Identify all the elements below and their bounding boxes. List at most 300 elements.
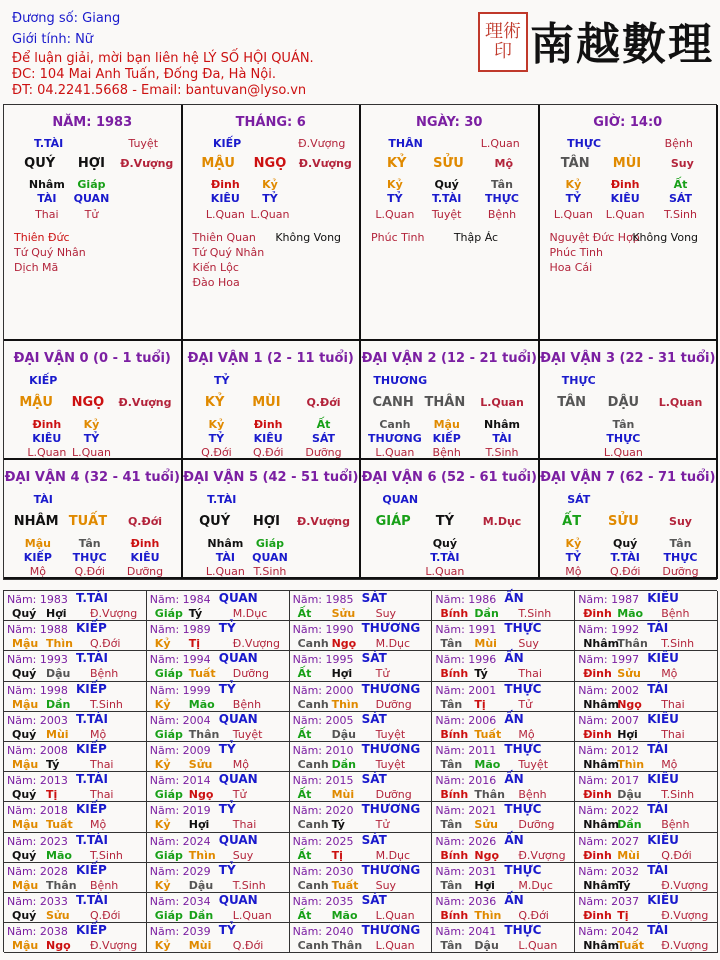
earthly-branch: TUẤT — [68, 514, 108, 529]
earthly-branch: MÙI — [612, 156, 642, 171]
year-branch: Tý — [617, 878, 631, 892]
year-ten-god: KIẾP — [76, 681, 107, 696]
dai-van-title: ĐẠI VẬN 2 (12 - 21 tuổi) — [361, 351, 537, 366]
year-life-stage: Thai — [518, 667, 542, 681]
year-life-stage: Mộ — [661, 667, 678, 681]
auspicious-star: Thiên Quan — [192, 231, 256, 244]
heavenly-stem: GIÁP — [375, 514, 411, 529]
year-branch: Tuất — [331, 878, 359, 892]
year-stem: Tân — [440, 758, 463, 771]
year-branch: Tý — [46, 758, 60, 771]
hidden-stem: Mậu — [433, 418, 460, 431]
year-label: Năm: 2005 — [292, 713, 354, 727]
year-label: Năm: 2035 — [292, 895, 354, 908]
year-label: Năm: 2028 — [7, 864, 68, 878]
year-stem: Canh — [297, 758, 329, 771]
year-label: Năm: 2038 — [7, 925, 68, 939]
heavenly-stem: CANH — [372, 395, 414, 410]
dai-van-title: ĐẠI VẬN 0 (0 - 1 tuổi) — [13, 351, 171, 366]
hidden-life-stage: L.Quan — [205, 565, 245, 578]
year-label: Năm: 2011 — [435, 744, 497, 757]
auspicious-star: Nguyệt Đức Hợp — [549, 231, 640, 244]
ten-god: QUAN — [382, 493, 419, 506]
year-branch: Mùi — [331, 788, 355, 802]
year-stem: Canh — [297, 697, 329, 711]
life-stage: L.Quan — [658, 396, 703, 409]
year-ten-god: KIẾP — [76, 923, 107, 938]
year-life-stage: L.Quan — [375, 909, 415, 922]
earthly-branch: NGỌ — [253, 156, 287, 171]
year-cell — [575, 923, 718, 953]
year-life-stage: Đ.Vượng — [661, 909, 709, 922]
year-branch: Mùi — [617, 848, 640, 862]
hidden-life-stage: Tử — [84, 208, 99, 221]
hidden-stem: Nhâm — [484, 418, 520, 431]
year-stem: Kỷ — [154, 697, 171, 711]
year-life-stage: L.Quan — [232, 909, 272, 922]
year-ten-god: TỶ — [218, 862, 236, 877]
year-stem: Kỷ — [154, 818, 171, 832]
year-cell — [147, 802, 290, 832]
hidden-ten-god: TỶ — [565, 192, 582, 205]
year-cell — [432, 772, 575, 802]
year-cell — [4, 621, 147, 651]
year-ten-god: KIẾP — [76, 802, 107, 817]
year-stem: Bính — [440, 788, 469, 802]
year-ten-god: TỶ — [218, 681, 236, 696]
year-label: Năm: 1986 — [435, 593, 497, 606]
duong-so: Đương số: Giang — [12, 11, 121, 26]
year-branch: Dậu — [188, 878, 214, 892]
year-ten-god: KIẾP — [76, 862, 107, 877]
ten-god: THỰC — [567, 137, 602, 150]
year-cell — [147, 833, 290, 863]
year-stem: Nhâm — [583, 878, 620, 892]
year-stem: Giáp — [154, 607, 183, 620]
hidden-ten-god: TỶ — [208, 432, 225, 445]
year-cell — [147, 712, 290, 742]
year-cell — [575, 833, 718, 863]
year-label: Năm: 1983 — [7, 593, 68, 606]
year-ten-god: KIÊU — [647, 591, 679, 605]
year-stem: Đinh — [583, 667, 612, 681]
year-stem: Quý — [12, 848, 37, 862]
year-branch: Dần — [474, 607, 499, 620]
earthly-branch: THÂN — [424, 395, 466, 410]
year-cell — [575, 772, 718, 802]
life-stage: M.Dục — [482, 515, 522, 528]
year-ten-god: TỶ — [218, 802, 236, 817]
year-label: Năm: 1990 — [292, 623, 354, 637]
year-cell — [290, 863, 433, 893]
year-cell — [147, 893, 290, 923]
year-stem: Giáp — [154, 848, 183, 862]
earthly-branch: HỢI — [252, 514, 280, 529]
hidden-stem: Kỷ — [208, 418, 225, 431]
hidden-life-stage: L.Quan — [425, 565, 465, 578]
year-ten-god: TỶ — [218, 742, 236, 756]
year-life-stage: M.Dục — [518, 878, 553, 892]
year-branch: Thìn — [188, 848, 216, 862]
year-cell — [4, 591, 147, 621]
hidden-ten-god: KIẾP — [23, 551, 53, 564]
year-life-stage: Thai — [90, 788, 114, 802]
life-stage: Đ.Vượng — [296, 515, 351, 528]
year-ten-god: T.TÀI — [76, 711, 108, 726]
logo — [478, 8, 718, 78]
year-life-stage: Q.Đới — [90, 909, 121, 922]
year-cell — [147, 682, 290, 712]
year-stem: Giáp — [154, 788, 183, 802]
year-ten-god: THƯƠNG — [361, 862, 421, 877]
year-life-stage: Mộ — [90, 818, 107, 832]
hidden-stem: Ất — [673, 178, 688, 191]
life-stage: Đ.Vượng — [298, 137, 346, 150]
auspicious-star: Đào Hoa — [192, 276, 240, 289]
hidden-life-stage: T.Sinh — [485, 446, 519, 459]
auspicious-star: Tứ Quý Nhân — [14, 246, 86, 259]
year-branch: Tị — [474, 697, 486, 711]
year-label: Năm: 2019 — [149, 804, 211, 818]
year-branch: Ngọ — [46, 939, 71, 953]
year-life-stage: Đ.Vượng — [90, 939, 138, 953]
year-cell — [4, 893, 147, 923]
year-life-stage: Bệnh — [90, 667, 119, 681]
year-cell — [575, 621, 718, 651]
year-label: Năm: 2014 — [149, 774, 211, 788]
year-cell — [290, 682, 433, 712]
year-ten-god: THƯƠNG — [361, 802, 421, 817]
year-ten-god: KIÊU — [647, 893, 679, 907]
year-branch: Thân — [188, 727, 220, 741]
year-cell — [432, 651, 575, 681]
hidden-ten-god: TÀI — [215, 551, 235, 564]
year-ten-god: THƯƠNG — [361, 742, 421, 756]
year-ten-god: KIÊU — [647, 832, 679, 847]
hidden-ten-god: KIÊU — [253, 432, 283, 445]
year-ten-god: QUAN — [218, 772, 258, 787]
year-cell — [4, 923, 147, 953]
year-branch: Hợi — [331, 667, 353, 681]
year-life-stage: Bệnh — [90, 878, 119, 892]
heavenly-stem: KỶ — [386, 156, 407, 171]
hidden-ten-god: TỶ — [262, 192, 278, 205]
heavenly-stem: KỶ — [204, 395, 225, 410]
year-label: Năm: 1985 — [292, 593, 354, 606]
year-cell — [290, 893, 433, 923]
year-label: Năm: 1987 — [578, 593, 640, 606]
year-life-stage: Đ.Vượng — [661, 939, 709, 953]
year-label: Năm: 2017 — [578, 774, 640, 788]
year-life-stage: Bệnh — [518, 788, 547, 802]
year-label: Năm: 2042 — [578, 925, 640, 939]
hidden-stem: Kỷ — [387, 178, 403, 191]
pillar-title: GIỜ: 14:0 — [593, 115, 663, 130]
year-life-stage: L.Quan — [518, 939, 558, 953]
hidden-life-stage: Dưỡng — [662, 565, 699, 578]
year-cell — [575, 802, 718, 832]
year-label: Năm: 2004 — [149, 713, 211, 727]
year-ten-god: TỶ — [218, 923, 236, 938]
year-branch: Hợi — [474, 878, 495, 892]
year-life-stage: Mộ — [232, 758, 250, 771]
year-cell — [432, 621, 575, 651]
year-branch: Sửu — [474, 818, 498, 832]
hidden-life-stage: Q.Đới — [74, 565, 105, 578]
dai-van-title: ĐẠI VẬN 3 (22 - 31 tuổi) — [540, 351, 716, 366]
hidden-ten-god: SÁT — [311, 432, 336, 445]
year-ten-god: ẤN — [504, 832, 524, 847]
year-ten-god: THỰC — [504, 802, 542, 817]
year-branch: Tị — [188, 637, 201, 651]
pillar-cell — [540, 105, 719, 341]
year-ten-god: QUAN — [218, 651, 258, 666]
hidden-life-stage: L.Quan — [205, 208, 245, 221]
logo-text: 南越數理 — [530, 19, 714, 70]
ten-god: THỰC — [561, 374, 596, 387]
year-stem: Ất — [297, 667, 312, 681]
hidden-stem: Tân — [491, 178, 513, 191]
year-ten-god: TÀI — [647, 923, 669, 938]
life-stage: Đ.Vượng — [298, 157, 352, 170]
hidden-ten-god: KIẾP — [432, 432, 461, 445]
year-life-stage: Đ.Vượng — [518, 848, 566, 862]
year-stem: Quý — [12, 607, 37, 620]
heavenly-stem: MẬU — [201, 156, 235, 171]
year-branch: Thân — [46, 878, 77, 892]
auspicious-star: Hoa Cái — [549, 261, 593, 274]
hidden-life-stage: Q.Đới — [201, 446, 232, 459]
dai-van-title: ĐẠI VẬN 7 (62 - 71 tuổi) — [540, 470, 716, 485]
year-cell — [147, 621, 290, 651]
year-branch: Mão — [331, 909, 358, 922]
year-ten-god: THƯƠNG — [361, 923, 421, 938]
year-label: Năm: 2024 — [149, 834, 211, 848]
year-cell — [147, 591, 290, 621]
dai-van-cell — [183, 460, 362, 579]
year-stem: Đinh — [583, 727, 612, 741]
heavenly-stem: QUÝ — [199, 514, 231, 529]
year-ten-god: T.TÀI — [76, 772, 108, 787]
year-branch: Tị — [331, 848, 343, 862]
year-cell — [4, 863, 147, 893]
year-branch: Tý — [474, 667, 488, 681]
year-stem: Bính — [440, 848, 469, 862]
contact-line-1: Để luận giải, mời bạn liên hệ LÝ SỐ HỘI QUÁN. — [12, 51, 314, 66]
year-branch: Tuất — [46, 818, 73, 832]
year-life-stage: T.Sinh — [661, 637, 695, 651]
earthly-branch: DẬU — [607, 395, 640, 410]
year-label: Năm: 2018 — [7, 804, 68, 818]
year-cell — [432, 863, 575, 893]
year-stem: Mậu — [12, 818, 39, 832]
year-life-stage: T.Sinh — [518, 607, 552, 620]
year-cell — [4, 712, 147, 742]
year-branch: Dậu — [474, 939, 499, 953]
year-cell — [4, 772, 147, 802]
hidden-life-stage: Bệnh — [487, 208, 517, 221]
year-label: Năm: 2006 — [435, 713, 497, 727]
year-ten-god: T.TÀI — [76, 591, 108, 605]
year-branch: Sửu — [46, 909, 70, 922]
year-life-stage: Bệnh — [232, 697, 262, 711]
year-label: Năm: 1994 — [149, 653, 211, 667]
year-cell — [432, 712, 575, 742]
ten-god: KIẾP — [29, 374, 58, 387]
life-stage: Suy — [669, 515, 692, 528]
contact-line-3: ĐT: 04.2241.5668 - Email: bantuvan@lyso.vn — [12, 83, 307, 98]
year-cell — [290, 923, 433, 953]
year-ten-god: THỰC — [504, 621, 542, 636]
year-label: Năm: 2031 — [435, 864, 497, 878]
hidden-stem: Tân — [612, 418, 635, 431]
dai-van-cell — [4, 460, 183, 579]
year-life-stage: Mộ — [518, 727, 535, 741]
year-branch: Ngọ — [617, 697, 642, 711]
hidden-stem: Nhâm — [207, 537, 244, 550]
year-branch: Sửu — [617, 667, 641, 681]
year-label: Năm: 2008 — [7, 744, 68, 757]
ten-god: T.TÀI — [207, 493, 237, 506]
ten-god: KIẾP — [213, 137, 242, 150]
hidden-ten-god: QUAN — [73, 192, 110, 205]
year-cell — [4, 682, 147, 712]
year-ten-god: QUAN — [218, 832, 258, 847]
year-stem: Canh — [297, 939, 329, 953]
dai-van-title: ĐẠI VẬN 4 (32 - 41 tuổi) — [4, 470, 180, 485]
year-cell — [147, 742, 290, 772]
ten-god: TÀI — [33, 493, 53, 506]
dai-van-cell — [540, 460, 719, 579]
year-life-stage: Tuyệt — [518, 758, 549, 771]
hidden-ten-god: TỶ — [565, 551, 582, 564]
year-label: Năm: 1997 — [578, 653, 640, 667]
pillar-title: NGÀY: 30 — [416, 115, 483, 130]
year-cell — [290, 651, 433, 681]
year-stem: Đinh — [583, 788, 612, 802]
year-life-stage: Q.Đới — [518, 909, 549, 922]
year-life-stage: Tử — [232, 788, 247, 802]
hidden-ten-god: KIÊU — [130, 551, 160, 564]
year-label: Năm: 1984 — [149, 593, 211, 606]
pillar-title: NĂM: 1983 — [52, 115, 133, 130]
year-label: Năm: 2001 — [435, 683, 497, 697]
hidden-stem: Kỷ — [565, 537, 582, 550]
earthly-branch: HỢI — [77, 156, 105, 171]
hidden-life-stage: Thai — [35, 208, 59, 221]
year-branch: Ngọ — [331, 637, 357, 651]
year-ten-god: T.TÀI — [76, 651, 108, 666]
year-branch: Tị — [617, 909, 629, 922]
heavenly-stem: ẤT — [562, 514, 582, 529]
life-stage: Đ.Vượng — [118, 396, 172, 409]
hidden-ten-god: KIÊU — [210, 192, 240, 205]
year-stem: Nhâm — [583, 818, 620, 832]
auspicious-star: Phúc Tinh — [549, 246, 604, 259]
year-stem: Tân — [440, 697, 463, 711]
hidden-ten-god: KIÊU — [32, 432, 62, 445]
year-cell — [432, 923, 575, 953]
year-cell — [432, 893, 575, 923]
auspicious-star: Kiến Lộc — [192, 261, 239, 274]
year-life-stage: Suy — [518, 637, 539, 651]
hidden-life-stage: L.Quan — [603, 446, 643, 459]
year-life-stage: Suy — [375, 878, 397, 892]
year-label: Năm: 2003 — [7, 713, 68, 727]
hidden-life-stage: L.Quan — [375, 208, 415, 221]
year-life-stage: Dưỡng — [232, 667, 269, 681]
hidden-ten-god: SÁT — [668, 192, 693, 205]
year-life-stage: Dưỡng — [375, 788, 412, 802]
year-label: Năm: 2000 — [292, 683, 354, 697]
year-stem: Mậu — [12, 637, 39, 651]
ten-god: THƯƠNG — [373, 374, 428, 387]
year-branch: Mão — [474, 758, 501, 771]
year-cell — [147, 923, 290, 953]
year-branch: Mão — [188, 697, 215, 711]
year-life-stage: Bệnh — [661, 607, 690, 620]
year-ten-god: SÁT — [361, 893, 387, 907]
year-branch: Hợi — [188, 818, 210, 832]
year-stem: Canh — [297, 818, 329, 832]
hidden-ten-god: THỰC — [72, 551, 107, 564]
year-ten-god: SÁT — [361, 832, 387, 847]
life-stage: Tuyệt — [128, 137, 159, 150]
hidden-stem: Quý — [432, 537, 458, 550]
year-label: Năm: 1989 — [149, 623, 211, 637]
year-label: Năm: 2013 — [7, 774, 68, 788]
year-label: Năm: 1993 — [7, 653, 68, 667]
year-life-stage: Đ.Vượng — [232, 637, 280, 651]
heavenly-stem: TÂN — [560, 156, 590, 171]
year-label: Năm: 2002 — [578, 683, 640, 697]
year-cell — [290, 591, 433, 621]
annual-table — [3, 590, 717, 952]
year-stem: Nhâm — [583, 758, 620, 771]
ten-god: TỶ — [214, 374, 230, 387]
hidden-stem: Đinh — [130, 537, 160, 550]
ten-god: THÂN — [388, 137, 423, 150]
year-life-stage: M.Dục — [375, 637, 411, 651]
year-ten-god: QUAN — [218, 893, 258, 907]
hidden-life-stage: Dưỡng — [126, 565, 164, 578]
hidden-life-stage: Q.Đới — [252, 446, 284, 459]
year-cell — [575, 742, 718, 772]
year-cell — [432, 833, 575, 863]
year-stem: Kỷ — [154, 758, 171, 771]
year-life-stage: Đ.Vượng — [90, 607, 138, 620]
year-stem: Tân — [440, 878, 463, 892]
year-branch: Hợi — [46, 607, 67, 620]
year-branch: Thìn — [474, 909, 502, 922]
year-branch: Thân — [474, 788, 505, 802]
year-branch: Dậu — [46, 667, 71, 681]
year-cell — [4, 802, 147, 832]
year-life-stage: Thai — [661, 697, 685, 711]
hidden-stem: Kỷ — [262, 178, 278, 191]
year-label: Năm: 2040 — [292, 925, 354, 939]
year-cell — [4, 833, 147, 863]
life-stage: L.Quan — [480, 396, 524, 409]
year-life-stage: Tuyệt — [232, 727, 263, 741]
year-cell — [432, 802, 575, 832]
hidden-life-stage: Dưỡng — [305, 446, 342, 459]
year-life-stage: Dưỡng — [375, 697, 412, 711]
dai-van-cell — [4, 341, 183, 460]
year-label: Năm: 2027 — [578, 834, 640, 848]
year-life-stage: Tử — [375, 818, 390, 832]
dai-van-cell — [361, 341, 540, 460]
